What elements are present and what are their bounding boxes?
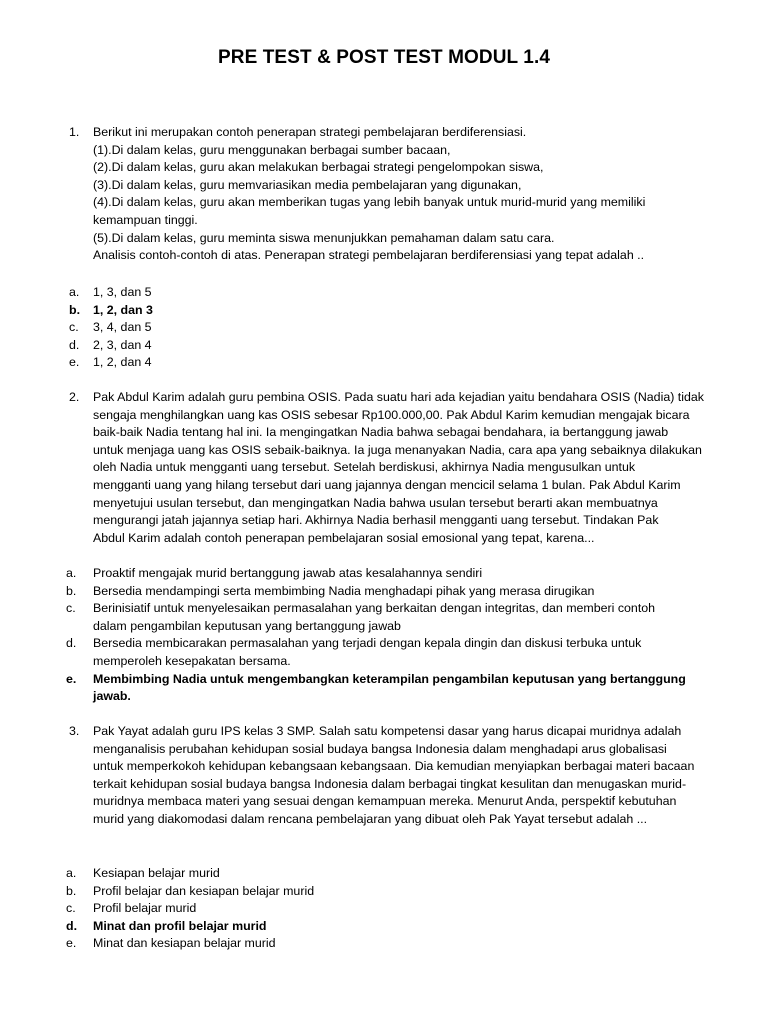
question-line: (3).Di dalam kelas, guru memvariasikan media pembelajaran yang digunakan, (93, 177, 522, 192)
question-line: untuk menjaga uang kas OSIS sebaik-baiknya. Ia juga menanyakan Nadia, cara apa yang sebaiknya dilakukan (93, 442, 702, 457)
option-text: Minat dan kesiapan belajar murid (93, 936, 276, 951)
question-line: (5).Di dalam kelas, guru meminta siswa menunjukkan pemahaman dalam satu cara. (93, 230, 555, 245)
option-line: Bersedia mendampingi serta membimbing Nadia menghadapi pihak yang merasa dirugikan (93, 583, 595, 598)
option-b (0, 883, 768, 901)
option-text: 2, 3, dan 4 (93, 337, 152, 352)
option-c (0, 600, 768, 635)
question-line: untuk memperkokoh kehidupan kebangsaan kebangsaan. Dia kemudian menyiapkan berbagai materi bacaan (93, 759, 695, 774)
option-c (0, 319, 768, 337)
option-text: 1, 2, dan 4 (93, 355, 152, 370)
question-line: Pak Yayat adalah guru IPS kelas 3 SMP. Salah satu kompetensi dasar yang harus dicapai muridnya adalah (93, 724, 682, 738)
option-letter: a. (66, 866, 77, 880)
question-2-options (0, 565, 768, 706)
option-letter: e. (66, 671, 77, 686)
option-b (0, 583, 768, 601)
option-line: Berinisiatif untuk menyelesaikan permasalahan yang berkaitan dengan integritas, dan memberi contoh (93, 601, 656, 616)
question-3 (0, 723, 768, 829)
question-line: Abdul Karim adalah contoh penerapan pembelajaran sosial emosional yang tepat, karena... (93, 530, 595, 545)
question-number: 1. (69, 125, 80, 139)
option-e (0, 354, 768, 372)
option-e (0, 671, 768, 706)
option-b (0, 302, 768, 320)
option-text: Kesiapan belajar murid (93, 866, 220, 880)
option-letter: d. (69, 337, 80, 352)
question-line: Pak Abdul Karim adalah guru pembina OSIS. Pada suatu hari ada kejadian yaitu bendahara OSIS (Nadia) tidak (93, 390, 704, 404)
option-text (93, 671, 723, 706)
option-text (93, 600, 723, 635)
question-line: baik-baik Nadia tentang hal ini. Ia mengingatkan Nadia bahwa sebagai bendahara, ia bertanggung jawab (93, 425, 669, 440)
question-line: (4).Di dalam kelas, guru akan memberikan tugas yang lebih banyak untuk murid-murid yang memiliki (93, 195, 646, 210)
option-text: 3, 4, dan 5 (93, 320, 152, 335)
question-2 (0, 389, 768, 547)
option-letter: c. (69, 320, 79, 335)
option-e (0, 935, 768, 953)
option-text: Profil belajar murid (93, 901, 197, 916)
option-a (0, 865, 768, 883)
option-text: 1, 2, dan 3 (93, 302, 153, 317)
option-letter: b. (66, 883, 77, 898)
option-letter: c. (66, 601, 76, 616)
option-line: dalam pengambilan keputusan yang bertanggung jawab (93, 618, 401, 633)
question-line: sengaja menghilangkan uang kas OSIS sebesar Rp100.000,00. Pak Abdul Karim kemudian mengajak bicara (93, 407, 690, 422)
option-letter: e. (69, 355, 80, 370)
question-line: murid yang diakomodasi dalam rencana pembelajaran yang dibuat oleh Pak Yayat tersebut adalah ... (93, 811, 648, 826)
option-text: Profil belajar dan kesiapan belajar murid (93, 883, 315, 898)
option-line: Membimbing Nadia untuk mengembangkan keterampilan pengambilan keputusan yang bertanggung (93, 671, 686, 686)
option-d (0, 337, 768, 355)
option-line: Bersedia membicarakan permasalahan yang terjadi dengan kepala dingin dan diskusi terbuka untuk (93, 636, 642, 651)
question-line: mengganti uang yang hilang tersebut dari uang jajannya dengan mencicil selama 1 bulan. Pak Abdul Karim (93, 477, 681, 492)
question-line: Berikut ini merupakan contoh penerapan strategi pembelajaran berdiferensiasi. (93, 125, 527, 139)
question-line: terkait kehidupan sosial budaya bangsa Indonesia dalam berbagai tingkat kesulitan dan menugaskan murid- (93, 776, 687, 791)
question-number: 3. (69, 724, 80, 738)
page-title: PRE TEST & POST TEST MODUL 1.4 (217, 47, 551, 68)
question-1 (0, 124, 768, 265)
question-line: (1).Di dalam kelas, guru menggunakan berbagai sumber bacaan, (93, 142, 451, 157)
option-line: memperoleh kesepakatan bersama. (93, 653, 291, 668)
option-text: Minat dan profil belajar murid (93, 918, 267, 933)
option-a (0, 565, 768, 583)
question-number: 2. (69, 390, 80, 404)
option-text: 1, 3, dan 5 (93, 285, 152, 299)
option-d (0, 635, 768, 670)
option-letter: a. (66, 566, 77, 580)
question-line: kemampuan tinggi. (93, 212, 198, 227)
option-text (93, 635, 723, 670)
option-text (93, 583, 723, 601)
option-letter: b. (66, 583, 77, 598)
option-a (0, 284, 768, 302)
option-letter: a. (69, 285, 80, 299)
question-3-options (0, 865, 768, 953)
option-line: Proaktif mengajak murid bertanggung jawab atas kesalahannya sendiri (93, 566, 483, 580)
option-letter: d. (66, 918, 78, 933)
question-line: menganalisis perubahan kehidupan sosial budaya bangsa Indonesia dalam menghadapi arus globalisasi (93, 741, 667, 756)
option-line: jawab. (93, 689, 131, 704)
question-text (93, 124, 723, 265)
question-1-options (0, 284, 768, 372)
option-c (0, 900, 768, 918)
option-letter: b. (69, 302, 81, 317)
question-line: oleh Nadia untuk mengganti uang tersebut. Setelah berdiskusi, akhirnya Nadia mengusulkan untuk (93, 460, 636, 475)
question-line: muridnya membaca materi yang sesuai dengan kemampuan mereka. Menurut Anda, perspektif kebutuhan (93, 794, 677, 809)
option-letter: d. (66, 636, 77, 651)
option-d (0, 918, 768, 936)
question-line: mengurangi jatah jajannya setiap hari. Akhirnya Nadia berhasil mengganti uang tersebut. Tindakan Pak (93, 513, 659, 528)
question-line: Analisis contoh-contoh di atas. Penerapan strategi pembelajaran berdiferensiasi yang tepat adalah .. (93, 248, 645, 263)
question-text (93, 723, 723, 829)
question-text (93, 389, 723, 547)
option-letter: c. (66, 901, 76, 916)
option-text (93, 565, 723, 583)
question-line: menyetujui usulan tersebut, dan mengingatkan Nadia bahwa usulan tersebut berarti akan membuatnya (93, 495, 658, 510)
option-letter: e. (66, 936, 77, 951)
question-line: (2).Di dalam kelas, guru akan melakukan berbagai strategi pengelompokan siswa, (93, 160, 544, 175)
